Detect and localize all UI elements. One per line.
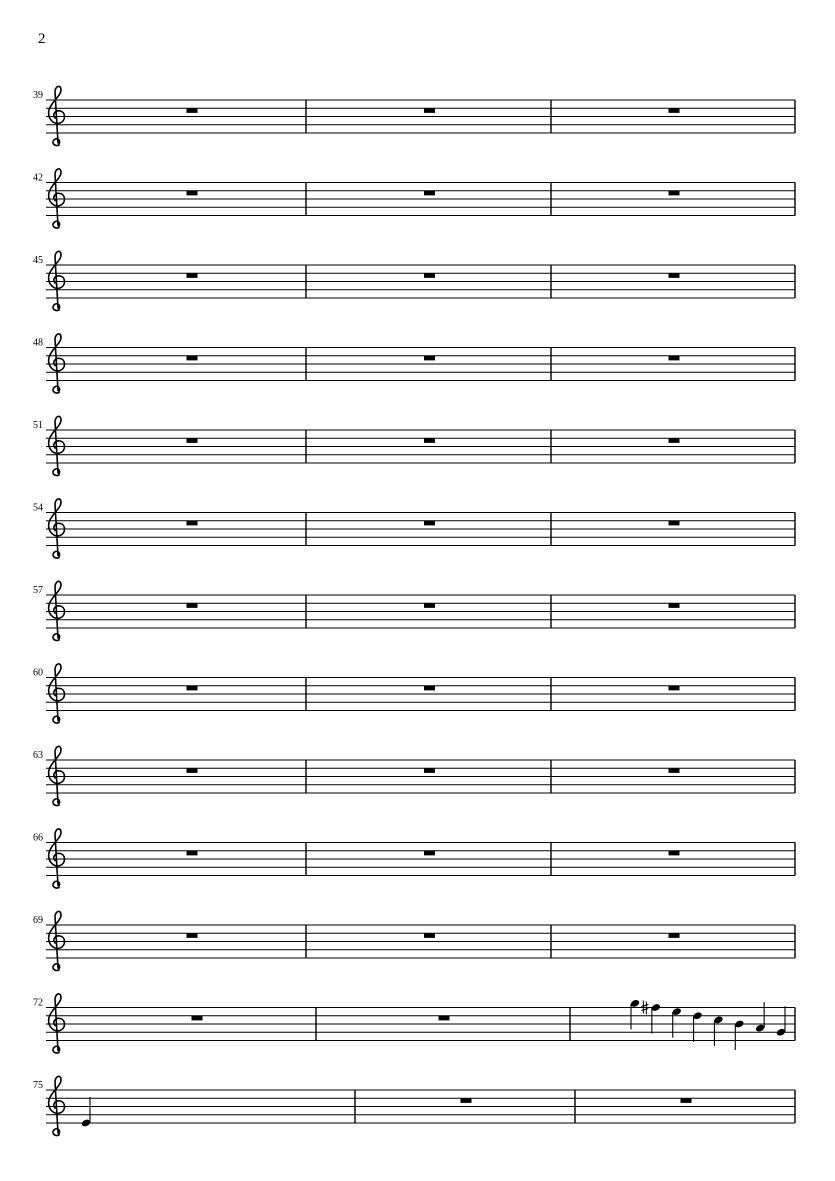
whole-measure-rest [187,191,198,196]
treble-clef-icon [49,416,65,475]
whole-measure-rest [187,686,198,691]
measure-number: 69 [33,915,43,926]
staff-system [33,334,795,393]
whole-measure-rest [187,521,198,526]
whole-measure-rest [424,686,435,691]
whole-measure-rest [669,768,680,773]
staff-system [33,746,795,805]
whole-measure-rest [424,438,435,443]
measure-number: 51 [33,420,43,431]
whole-measure-rest [669,851,680,856]
measure-number: 66 [33,832,43,844]
whole-measure-rest [424,851,435,856]
treble-clef-icon [49,829,65,888]
note [755,1002,766,1033]
measure-number: 39 [33,90,43,101]
measure-number: 42 [33,172,43,184]
treble-clef-icon [49,499,65,558]
whole-measure-rest [669,438,680,443]
staff-system [33,86,795,145]
whole-measure-rest [424,356,435,361]
treble-clef-icon [49,1076,65,1135]
whole-measure-rest [424,521,435,526]
whole-measure-rest [187,273,198,278]
treble-clef-icon [49,581,65,640]
staff-system [33,251,795,310]
treble-clef-icon [49,994,65,1053]
whole-measure-rest [424,191,435,196]
whole-measure-rest [669,191,680,196]
whole-measure-rest [187,933,198,938]
staff-system [33,911,795,970]
staff-system [33,664,795,723]
treble-clef-icon [49,664,65,723]
staff-system [33,581,795,640]
measure-number: 54 [33,502,43,514]
treble-clef-icon [49,911,65,970]
staff-system [33,416,795,475]
whole-measure-rest [187,603,198,608]
note [734,1019,745,1050]
treble-clef-icon [49,334,65,393]
measure-number: 45 [33,255,43,266]
whole-measure-rest [424,108,435,113]
whole-measure-rest [424,273,435,278]
whole-measure-rest [669,603,680,608]
staff-system [33,499,795,558]
whole-measure-rest [187,768,198,773]
note [630,999,641,1030]
note [713,1015,724,1046]
whole-measure-rest [669,356,680,361]
treble-clef-icon [49,169,65,228]
whole-measure-rest [669,108,680,113]
measure-number: 75 [33,1080,43,1091]
whole-measure-rest [424,768,435,773]
page-number: 2 [38,31,46,47]
whole-measure-rest [461,1098,472,1103]
staff-system [33,994,795,1053]
whole-measure-rest [669,521,680,526]
staff-system [33,829,795,888]
measure-number: 72 [33,997,43,1009]
note [81,1097,92,1128]
note [671,1007,682,1038]
whole-measure-rest [424,933,435,938]
note [641,1001,661,1034]
treble-clef-icon [49,746,65,805]
whole-measure-rest [439,1016,450,1021]
whole-measure-rest [669,686,680,691]
whole-measure-rest [681,1098,692,1103]
whole-measure-rest [187,438,198,443]
whole-measure-rest [424,603,435,608]
whole-measure-rest [187,356,198,361]
measure-number: 48 [33,337,43,349]
note [692,1011,703,1042]
measure-number: 63 [33,750,43,761]
whole-measure-rest [187,108,198,113]
note [776,1006,787,1037]
treble-clef-icon [49,86,65,145]
treble-clef-icon [49,251,65,310]
measure-number: 60 [33,667,43,679]
staff-system [33,169,795,228]
whole-measure-rest [192,1016,203,1021]
measure-number: 57 [33,585,43,596]
staff-system [33,1076,795,1135]
whole-measure-rest [187,851,198,856]
whole-measure-rest [669,273,680,278]
whole-measure-rest [669,933,680,938]
